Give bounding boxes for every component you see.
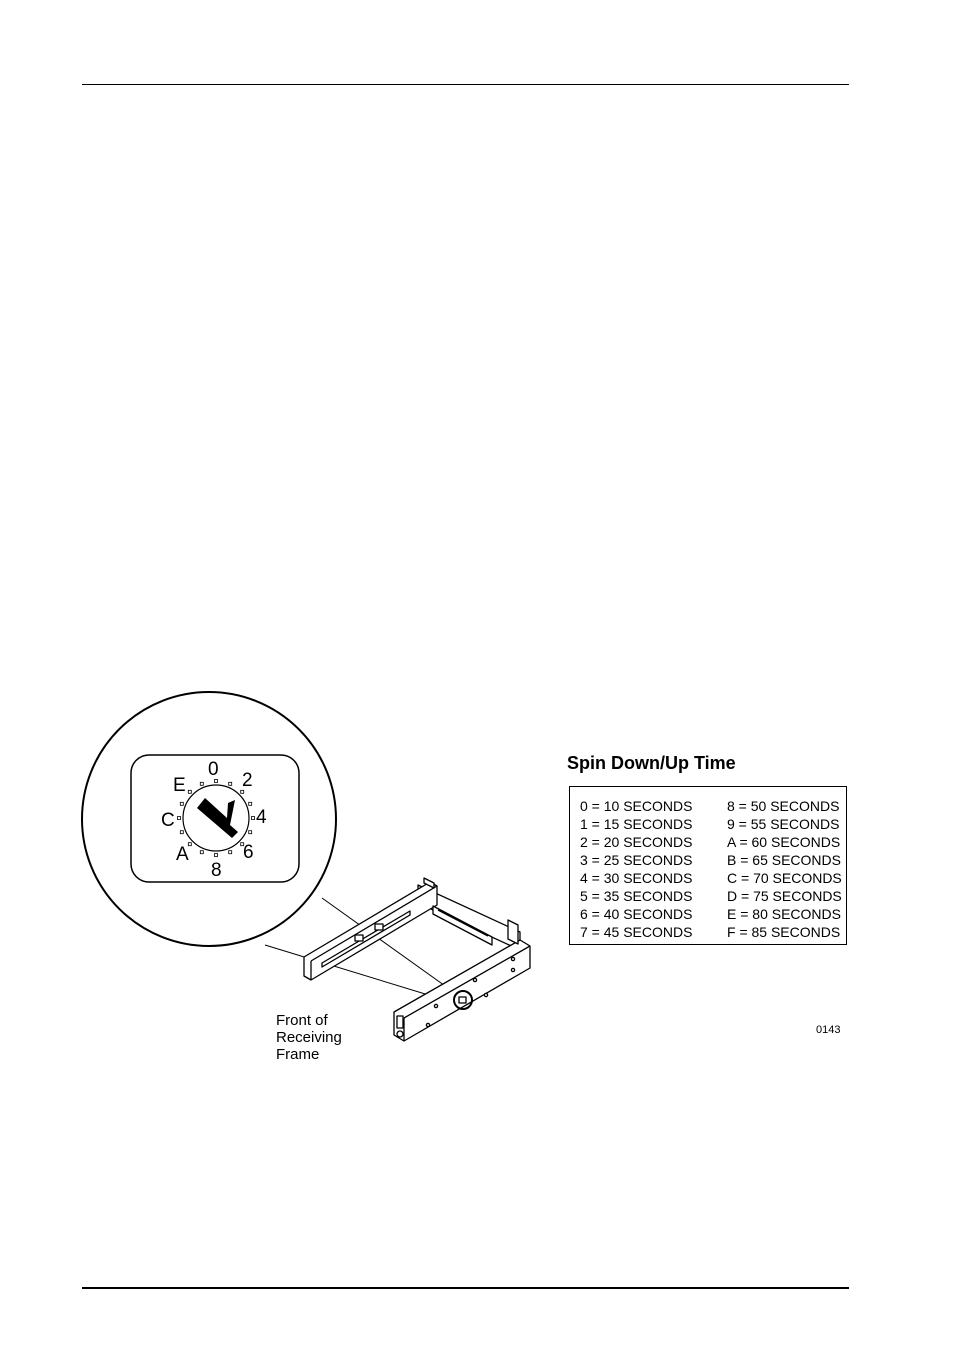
dial-tick xyxy=(188,843,191,846)
dial-tick xyxy=(180,802,183,805)
table-row: B = 65 SECONDS xyxy=(727,852,841,868)
figure-number: 0143 xyxy=(816,1024,841,1036)
frame-caption xyxy=(276,1012,396,1063)
dial-tick xyxy=(180,831,183,834)
front-led xyxy=(397,1016,403,1028)
table-row: 4 = 30 SECONDS xyxy=(580,870,693,886)
table-row: E = 80 SECONDS xyxy=(727,906,841,922)
dial-tick xyxy=(200,851,203,854)
bottom-rule xyxy=(82,1287,849,1289)
table-row: 1 = 15 SECONDS xyxy=(580,816,693,832)
dial-tick xyxy=(200,782,203,785)
dial-label-2: 2 xyxy=(242,770,253,791)
table-row: C = 70 SECONDS xyxy=(727,870,842,886)
dial-label-6: 6 xyxy=(243,842,254,863)
dial-tick xyxy=(215,854,218,857)
dial-label-0: 0 xyxy=(208,759,219,780)
spin-table-left-column xyxy=(580,797,692,941)
caption-line-2: Receiving xyxy=(276,1029,342,1046)
table-row: 9 = 55 SECONDS xyxy=(727,816,840,832)
table-row: 7 = 45 SECONDS xyxy=(580,924,693,940)
caption-line-1: Front of xyxy=(276,1012,328,1029)
table-row: 3 = 25 SECONDS xyxy=(580,852,693,868)
dial-label-8: 8 xyxy=(211,860,222,881)
spin-time-table xyxy=(569,786,847,945)
table-row: 5 = 35 SECONDS xyxy=(580,888,693,904)
left-rail-tab xyxy=(375,924,383,930)
dial-label-4: 4 xyxy=(256,807,267,828)
table-row: 2 = 20 SECONDS xyxy=(580,834,693,850)
dial-tick xyxy=(188,790,191,793)
dial-tick xyxy=(229,851,232,854)
table-row: D = 75 SECONDS xyxy=(727,888,842,904)
dial-tick xyxy=(229,782,232,785)
table-row: F = 85 SECONDS xyxy=(727,924,841,940)
dial-label-c: C xyxy=(161,810,175,831)
caption-line-3: Frame xyxy=(276,1046,320,1063)
front-screw xyxy=(397,1031,403,1037)
dial-label-e: E xyxy=(173,775,186,796)
table-row: 0 = 10 SECONDS xyxy=(580,798,693,814)
table-row: A = 60 SECONDS xyxy=(727,834,841,850)
dial-tick xyxy=(252,817,255,820)
table-row: 8 = 50 SECONDS xyxy=(727,798,840,814)
dial-tick xyxy=(249,831,252,834)
dial-label-a: A xyxy=(176,844,189,865)
spin-table-right-column xyxy=(727,797,842,941)
table-row: 6 = 40 SECONDS xyxy=(580,906,693,922)
table-title: Spin Down/Up Time xyxy=(567,753,736,773)
dial-tick xyxy=(178,817,181,820)
left-rail-tab xyxy=(355,935,363,941)
dial-tick xyxy=(249,802,252,805)
